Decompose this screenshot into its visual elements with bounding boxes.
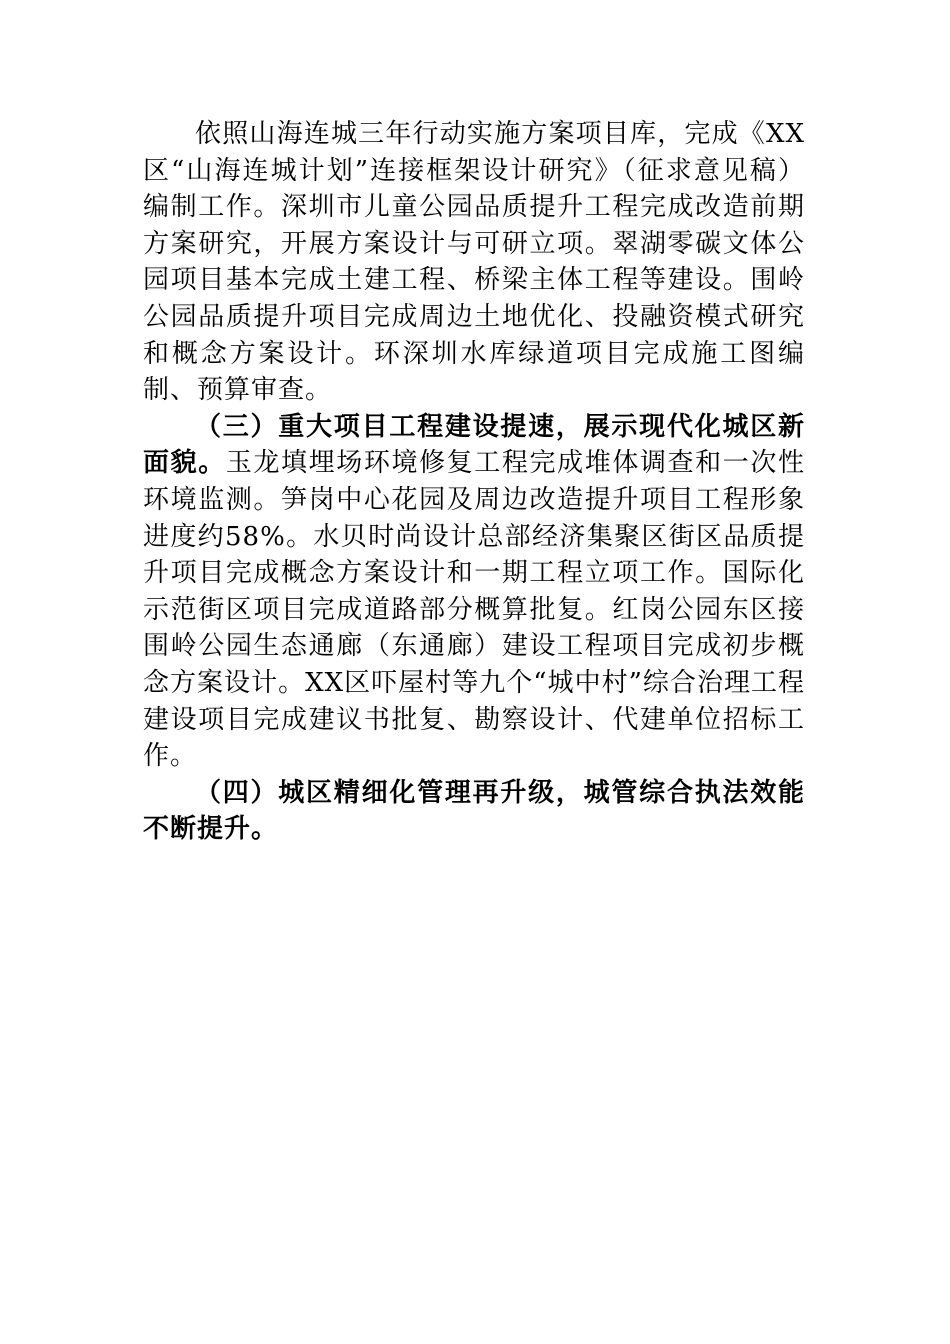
paragraph-projects — [143, 116, 805, 409]
paragraph-text: 玉龙填埋场环境修复工程完成堆体调查和一次性环境监测。笋岗中心花园及周边改造提升项目工程形象进度约58%。水贝时尚设计总部经济集聚区街区品质提升项目完成概念方案设计和一期工程立项工作。国际化示范街区项目完成道路部分概算批复。红岗公园东区接围岭公园生态通廊（东通廊）建设工程项目完成初步概念方案设计。XX区吓屋村等九个“城中村”综合治理工程建设项目完成建议书批复、勘察设计、代建单位招标工作。 — [143, 448, 805, 772]
document-body — [143, 116, 805, 848]
section-heading-three: （三）重大项目工程建设提速，展示现代化城区新面貌。 — [143, 411, 805, 479]
paragraph-section-three — [143, 409, 805, 775]
paragraph-text: 依照山海连城三年行动实施方案项目库，完成《XX区“山海连城计划”连接框架设计研究》（征求意见稿）编制工作。深圳市儿童公园品质提升工程完成改造前期方案研究，开展方案设计与可研立项。翠湖零碳文体公园项目基本完成土建工程、桥梁主体工程等建设。围岭公园品质提升项目完成周边土地优化、投融资模式研究和概念方案设计。环深圳水库绿道项目完成施工图编制、预算审查。 — [143, 119, 805, 406]
paragraph-section-four — [143, 775, 805, 848]
section-heading-four: （四）城区精细化管理再升级，城管综合执法效能不断提升。 — [143, 777, 805, 845]
